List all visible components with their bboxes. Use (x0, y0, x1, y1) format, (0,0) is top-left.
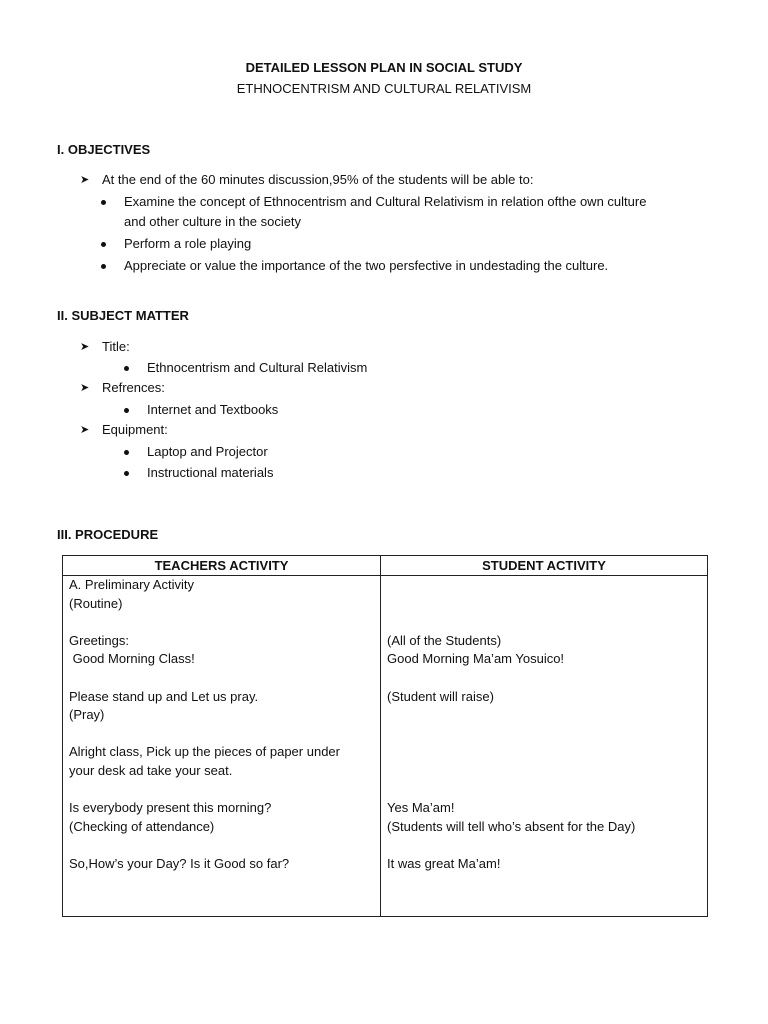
equipment-text: Instructional materials (147, 465, 274, 480)
bullet-dot-icon (101, 264, 106, 269)
teachers-activity-cell (63, 576, 381, 917)
bullet-dot-icon (101, 200, 106, 205)
student-activity-line (387, 762, 701, 781)
student-activity-line: (Student will raise) (387, 688, 494, 704)
subject-references-value: Internet and Textbooks (147, 402, 279, 417)
student-activity-line (387, 743, 701, 762)
student-activity-cell (381, 576, 708, 917)
teacher-activity-line: Alright class, Pick up the pieces of paper under (69, 744, 340, 760)
teacher-activity-line: your desk ad take your seat. (69, 762, 233, 778)
document-title: DETAILED LESSON PLAN IN SOCIAL STUDY (245, 60, 523, 75)
objective-text: Perform a role playing (124, 236, 252, 251)
objective-text: Appreciate or value the importance of the two persfective in undestading the culture. (124, 258, 609, 273)
subject-references-label: Refrences: (102, 380, 165, 395)
arrow-bullet-icon: ➤ (80, 174, 90, 186)
teacher-activity-line: Good Morning Class! (69, 651, 195, 667)
student-activity-line (387, 595, 701, 614)
bullet-dot-icon (124, 471, 129, 476)
student-activity-lines (387, 576, 701, 874)
procedure-table-body-row (63, 576, 708, 917)
equipment-text: Laptop and Projector (147, 444, 268, 459)
teacher-activity-line (69, 725, 374, 744)
teacher-activity-line: Please stand up and Let us pray. (69, 688, 259, 704)
bullet-dot-icon (124, 450, 129, 455)
student-activity-line: It was great Ma’am! (387, 855, 501, 871)
student-activity-line (387, 613, 701, 632)
document-subtitle: ETHNOCENTRISM AND CULTURAL RELATIVISM (236, 81, 532, 96)
student-activity-line (387, 781, 701, 800)
student-activity-line (387, 576, 701, 595)
arrow-bullet-icon: ➤ (80, 424, 90, 436)
teacher-activity-line: Greetings: (69, 632, 129, 648)
objective-text: and other culture in the society (124, 214, 302, 229)
teachers-activity-lines (69, 576, 374, 874)
bullet-dot-icon (124, 408, 129, 413)
student-activity-line (387, 836, 701, 855)
objectives-lead-text: At the end of the 60 minutes discussion,95% of the students will be able to: (102, 172, 534, 187)
procedure-table-header-row (63, 556, 708, 576)
teacher-activity-line (69, 669, 374, 688)
student-activity-line: (All of the Students) (387, 632, 502, 648)
student-activity-line (387, 706, 701, 725)
subject-title-label: Title: (102, 339, 130, 354)
arrow-bullet-icon: ➤ (80, 382, 90, 394)
subject-matter-heading: II. SUBJECT MATTER (57, 308, 189, 323)
objective-text: Examine the concept of Ethnocentrism and Cultural Relativism in relation ofthe own culture (124, 194, 647, 209)
arrow-bullet-icon: ➤ (80, 341, 90, 353)
procedure-table (62, 555, 708, 917)
teacher-activity-line (69, 613, 374, 632)
teacher-activity-line: (Routine) (69, 595, 123, 611)
student-activity-line: Good Morning Ma’am Yosuico! (387, 651, 565, 667)
bullet-dot-icon (124, 366, 129, 371)
subject-equipment-label: Equipment: (102, 422, 168, 437)
subject-title-value: Ethnocentrism and Cultural Relativism (147, 360, 368, 375)
procedure-heading: III. PROCEDURE (57, 527, 159, 542)
student-activity-line (387, 669, 701, 688)
student-activity-line: Yes Ma’am! (387, 800, 455, 816)
teacher-activity-line (69, 781, 374, 800)
teacher-activity-line (69, 836, 374, 855)
objectives-heading: I. OBJECTIVES (57, 142, 151, 157)
teacher-activity-line: (Pray) (69, 707, 105, 723)
teacher-activity-line: A. Preliminary Activity (69, 577, 194, 592)
student-activity-line: (Students will tell who’s absent for the Day) (387, 818, 636, 834)
bullet-dot-icon (101, 242, 106, 247)
teachers-activity-header: TEACHERS ACTIVITY (63, 556, 381, 576)
teacher-activity-line: Is everybody present this morning? (69, 800, 272, 816)
student-activity-header: STUDENT ACTIVITY (381, 556, 708, 576)
student-activity-line (387, 725, 701, 744)
teacher-activity-line: (Checking of attendance) (69, 818, 215, 834)
teacher-activity-line: So,How’s your Day? Is it Good so far? (69, 855, 290, 871)
